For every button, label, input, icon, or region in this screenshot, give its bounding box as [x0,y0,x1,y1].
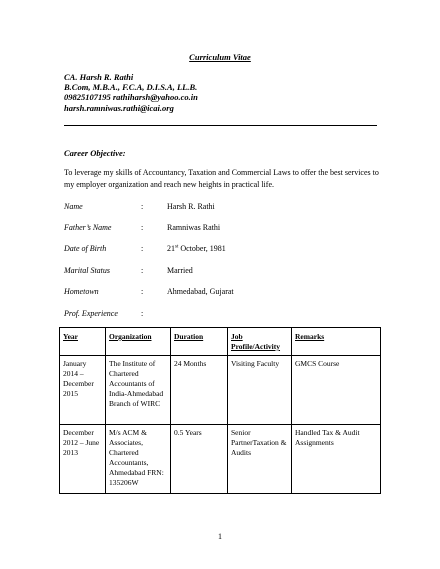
dob-ordinal-suffix: st [175,244,179,250]
detail-value [167,244,226,253]
column-header-remarks: Remarks [292,328,381,356]
cell-year: December 2012 – June 2013 [60,425,106,494]
objective-heading: Career Objective: [64,148,126,158]
document-title: Curriculum Vitae [189,52,251,62]
cell-remarks: Handled Tax & Audit Assignments [292,425,381,494]
table-header-row [60,328,381,356]
cell-duration: 24 Months [171,356,228,425]
detail-separator: : [141,223,144,232]
candidate-phone-email: 09825107195 rathiharsh@yahoo.co.in [64,92,198,103]
detail-value: Married [167,266,193,275]
detail-row-experience [64,309,384,321]
detail-label: Father’s Name [64,223,112,232]
cell-job-profile: Senior PartnerTaxation & Audits [228,425,292,494]
detail-label: Date of Birth [64,244,107,253]
page-number: 1 [218,532,222,541]
experience-table [59,327,381,494]
detail-row-date-of-birth [64,244,384,256]
detail-separator: : [141,287,144,296]
detail-separator: : [141,202,144,211]
candidate-name: CA. Harsh R. Rathi [64,72,134,82]
cell-remarks: GMCS Course [292,356,381,425]
candidate-email-secondary: harsh.ramniwas.rathi@icai.org [64,102,174,113]
detail-row-name [64,202,384,214]
column-header-year: Year [60,328,106,356]
detail-row-hometown [64,287,384,299]
detail-row-father-name [64,223,384,235]
detail-separator: : [141,266,144,275]
cell-job-profile: Visiting Faculty [228,356,292,425]
detail-row-marital-status [64,266,384,278]
column-header-organization: Organization [106,328,171,356]
detail-separator: : [141,244,144,253]
detail-label: Hometown [64,287,99,296]
column-header-duration: Duration [171,328,228,356]
candidate-degrees: B.Com, M.B.A., F.C.A, D.I.S.A, LL.B. [64,82,198,93]
dob-month-year: October, 1981 [178,244,226,253]
cell-organization: The Institute of Chartered Accountants of India-Ahmedabad Branch of WIRC [106,356,171,425]
cell-duration: 0.5 Years [171,425,228,494]
detail-value: Ahmedabad, Gujarat [167,287,234,296]
cell-year: January 2014 – December 2015 [60,356,106,425]
table-row [60,356,381,425]
cell-organization: M/s ACM & Associates, Chartered Accountants, Ahmedabad FRN: 135206W [106,425,171,494]
detail-value: Ramniwas Rathi [167,223,221,232]
detail-label: Marital Status [64,266,111,275]
objective-text: To leverage my skills of Accountancy, Taxation and Commercial Laws to offer the best services to my employer organization and reach new heights in practical life. [64,168,379,189]
table-row [60,425,381,494]
detail-label: Prof. Experience [64,309,118,318]
dob-day: 21 [167,244,175,253]
detail-separator: : [141,309,144,318]
detail-value: Harsh R. Rathi [167,202,215,211]
header-divider [64,125,377,126]
contact-header [64,72,198,113]
detail-label: Name [64,202,83,211]
column-header-job-profile: Job Profile/Activity [228,328,292,356]
